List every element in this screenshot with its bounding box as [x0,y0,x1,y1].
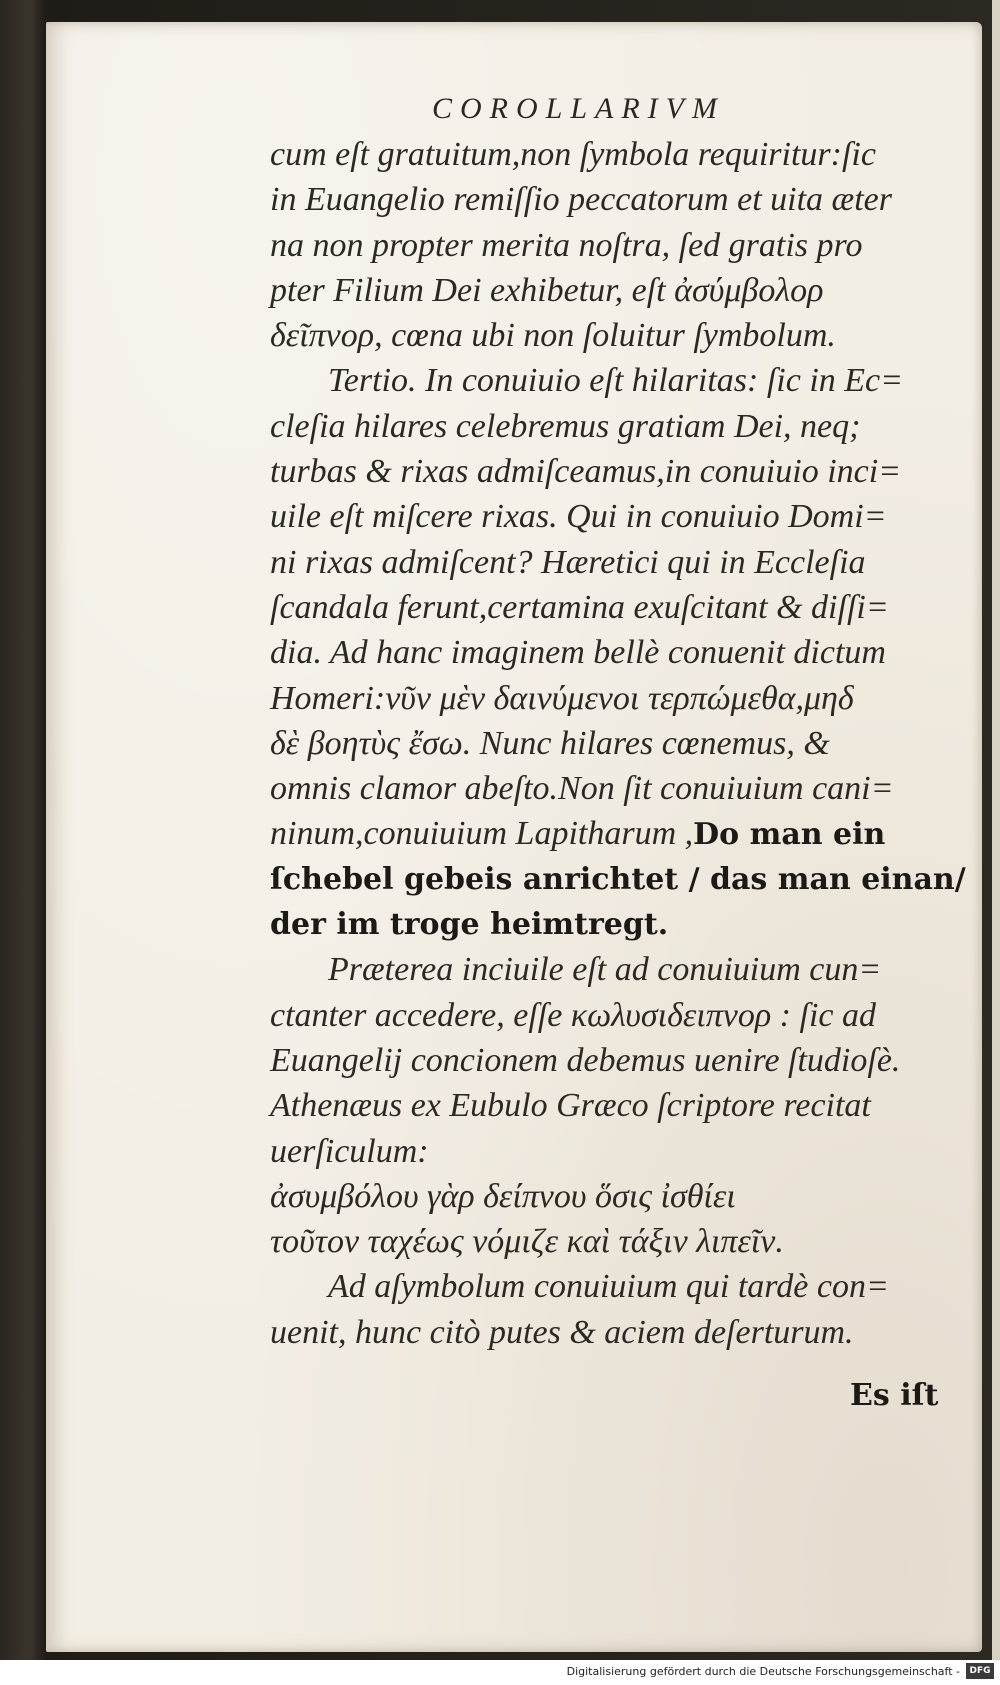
catchword: Es iſt [850,1378,939,1413]
text-line: ſchebel gebeis anrichtet / das man einan/ [270,861,966,897]
text-line: cum eſt gratuitum,non ſymbola requiritur:ſic [270,136,876,173]
page-text [270,132,966,1355]
text-line: ſcandala ferunt,certamina exuſcitant & diſſi= [270,588,889,626]
dfg-logo-icon: DFG [966,1663,994,1679]
text-line: ninum,conuiuium Lapitharum ,Do man ein [270,815,886,853]
running-head: COROLLARIVM [432,92,725,125]
digitization-footer [0,1660,1000,1685]
text-line: Homeri:νῦν μὲν δαινύμενοι τερπώμεθα,μηδ [270,679,854,717]
next-page-edge [992,0,1000,1660]
text-line: cleſia hilares celebremus gratiam Dei, neq; [270,407,861,445]
text-line: der im troge heimtregt. [270,907,669,943]
text-line: τοῦτον ταχέως νόμιζε καὶ τάξιν λιπεῖν. [270,1223,784,1261]
text-line: dia. Ad hanc imaginem bellè conuenit dictum [270,634,886,672]
text-line: uile eſt miſcere rixas. Qui in conuiuio Domi= [270,498,887,536]
text-line: Athenæus ex Eubulo Græco ſcriptore recitat [270,1087,871,1125]
text-line: Præterea inciuile eſt ad conuiuium cun= [328,951,882,989]
text-line: δεῖπνορ, cœna ubi non ſoluitur ſymbolum. [270,317,836,355]
text-line: in Euangelio remiſſio peccatorum et uita æter [270,181,892,219]
text-line: pter Filium Dei exhibetur, eſt ἀσύμβολορ [270,271,824,309]
text-line: ctanter accedere, eſſe κωλυσιδειπνορ : ſic ad [270,996,876,1034]
text-line: turbas & rixas admiſceamus,in conuiuio inci= [270,453,902,491]
text-line: Ad aſymbolum conuiuium qui tardè con= [328,1268,889,1306]
text-line: ἀσυμβόλου γὰρ δείπνου ὅσις ἰσθίει [270,1177,736,1215]
text-line: ni rixas admiſcent? Hæretici qui in Eccleſia [270,543,866,581]
text-line: omnis clamor abeſto.Non ſit conuiuium cani= [270,770,894,808]
text-line: na non propter merita noſtra, ſed gratis pro [270,226,863,264]
text-line: δὲ βοητὺς ἔσω. Nunc hilares cœnemus, & [270,724,830,762]
text-line: Tertio. In conuiuio eſt hilaritas: ſic in Ec= [328,362,904,400]
text-line: Euangelij concionem debemus uenire ſtudioſè. [270,1041,901,1079]
text-line: uerſiculum: [270,1132,429,1170]
footer-credit: Digitalisierung gefördert durch die Deutsche Forschungsgemeinschaft - [566,1665,960,1678]
text-line: uenit, hunc citò putes & aciem deſerturum. [270,1313,854,1351]
